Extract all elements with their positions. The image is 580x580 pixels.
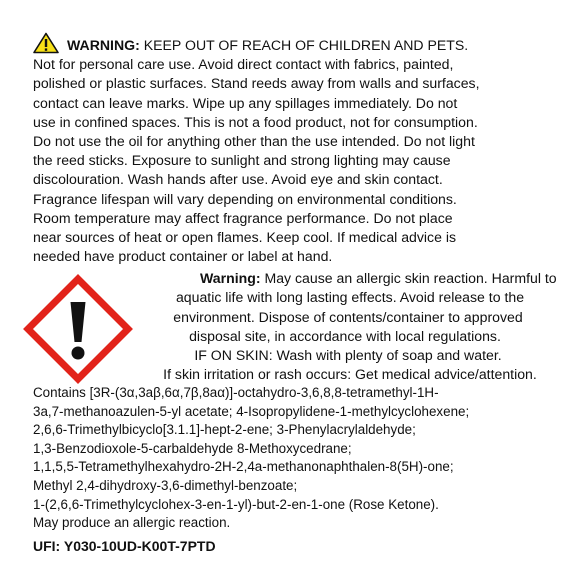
text-line: If skin irritation or rash occurs: Get medical advice/attention.: [163, 366, 537, 383]
hazard-statement-text: [0, 288, 580, 384]
text-line: 2,6,6-Trimethylbicyclo[3.1.1]-hept-2-ene; 3-Phenylacrylaldehyde;: [33, 422, 416, 438]
warning-headline-text: KEEP OUT OF REACH OF CHILDREN AND PETS.: [143, 37, 469, 53]
text-line: discolouration. Wash hands after use. Avoid eye and skin contact.: [33, 171, 443, 188]
text-line: Room temperature may affect fragrance performance. Do not place: [33, 209, 453, 226]
warning-label: WARNING:: [67, 37, 140, 53]
general-warning-block: [33, 32, 553, 266]
hazard-statement-block: [0, 269, 580, 385]
text-line: Fragrance lifespan will vary depending on environmental conditions.: [33, 190, 457, 207]
text-line: the reed sticks. Exposure to sunlight and strong lighting may cause: [33, 152, 451, 169]
ingredients-block: [33, 384, 563, 533]
text-line: 1,1,5,5-Tetramethylhexahydro-2H-2,4a-methanonaphthalen-8(5H)-one;: [33, 459, 454, 475]
text-line: aquatic life with long lasting effects. Avoid release to the: [175, 289, 525, 306]
text-line: disposal site, in accordance with local regulations.: [189, 327, 501, 344]
text-line: IF ON SKIN: Wash with plenty of soap and water.: [194, 347, 502, 364]
hazard-warning-label: Warning:: [200, 270, 261, 286]
warning-headline: [33, 32, 553, 55]
text-line: Methyl 2,4-dihydroxy-3,6-dimethyl-benzoate;: [33, 477, 298, 493]
text-line: Do not use the oil for anything other than the use intended. Do not light: [33, 133, 475, 150]
text-line: use in confined spaces. This is not a food product, not for consumption.: [33, 113, 478, 130]
hazard-first-line: [0, 269, 580, 288]
text-line: 1-(2,6,6-Trimethylcyclohex-3-en-1-yl)-but-2-en-1-one (Rose Ketone).: [33, 496, 439, 512]
text-line: Contains [3R-(3α,3aβ,6α,7β,8aα)]-octahydro-3,6,8,8-tetramethyl-1H-: [33, 385, 439, 400]
ufi-code: UFI: Y030-10UD-K00T-7PTD: [33, 538, 216, 554]
hazard-first-line-text: May cause an allergic skin reaction. Harmful to: [264, 270, 557, 286]
text-line: polished or plastic surfaces. Stand reeds away from walls and surfaces,: [33, 75, 480, 92]
text-line: needed have product container or label at hand.: [33, 248, 333, 265]
text-line: May produce an allergic reaction.: [33, 515, 231, 531]
warning-triangle-icon: [33, 32, 59, 54]
text-line: near sources of heat or open flames. Keep cool. If medical advice is: [33, 229, 457, 246]
general-warning-text: [33, 55, 553, 266]
text-line: contact can leave marks. Wipe up any spillages immediately. Do not: [33, 94, 458, 111]
text-line: environment. Dispose of contents/container to approved: [173, 308, 523, 325]
text-line: Not for personal care use. Avoid direct contact with fabrics, painted,: [33, 56, 454, 73]
text-line: 3a,7-methanoazulen-5-yl acetate; 4-Isopropylidene-1-methylcyclohexene;: [33, 403, 470, 419]
text-line: 1,3-Benzodioxole-5-carbaldehyde 8-Methoxycedrane;: [33, 440, 352, 456]
